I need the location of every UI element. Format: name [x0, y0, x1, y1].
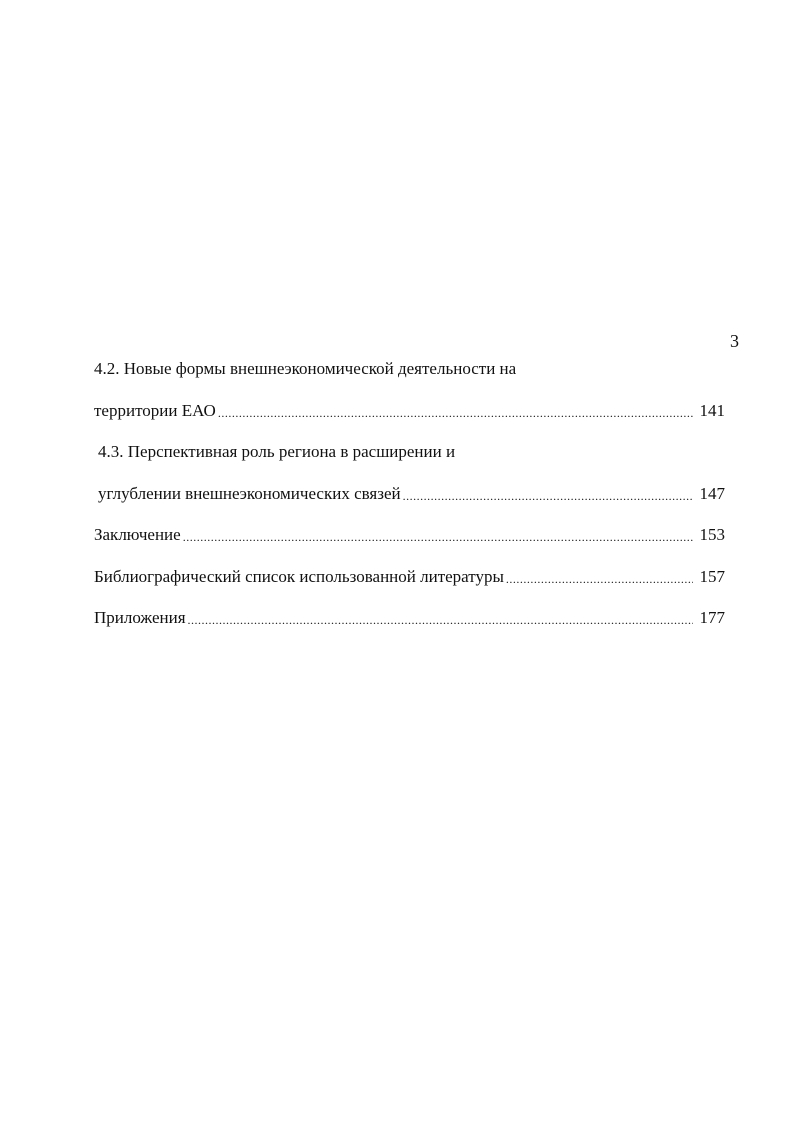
toc-entry-conclusion	[94, 524, 725, 566]
dot-leader	[183, 524, 693, 546]
toc-entry-text: территории ЕАО	[94, 400, 216, 420]
dot-leader	[403, 483, 693, 505]
toc-entry-text: 4.2. Новые формы внешнеэкономической деятельности на	[94, 359, 517, 378]
toc-entry-text: углублении внешнеэкономических связей	[98, 483, 401, 503]
page-number: 3	[730, 331, 739, 351]
toc-entry-4-2-line-2	[94, 400, 725, 442]
toc-entry-page: 147	[699, 483, 725, 503]
dot-leader	[218, 400, 693, 422]
toc-entry-text: Приложения	[94, 608, 186, 627]
toc-entry-page: 141	[699, 400, 725, 420]
toc-entry-page: 177	[699, 608, 725, 627]
toc-entry-4-3-line-1	[94, 441, 725, 483]
table-of-contents	[94, 358, 725, 649]
toc-entry-text: Библиографический список использованной литературы	[94, 566, 504, 586]
toc-entry-4-2-line-1	[94, 358, 725, 400]
dot-leader	[506, 566, 693, 588]
toc-entry-bibliography	[94, 566, 725, 608]
toc-entry-page: 157	[699, 566, 725, 586]
dot-leader	[188, 607, 693, 629]
toc-entry-text: 4.3. Перспективная роль региона в расширении и	[98, 442, 456, 461]
toc-entry-appendices	[94, 607, 725, 649]
toc-entry-4-3-line-2	[94, 483, 725, 525]
toc-entry-text: Заключение	[94, 525, 181, 544]
toc-entry-page: 153	[699, 525, 725, 544]
